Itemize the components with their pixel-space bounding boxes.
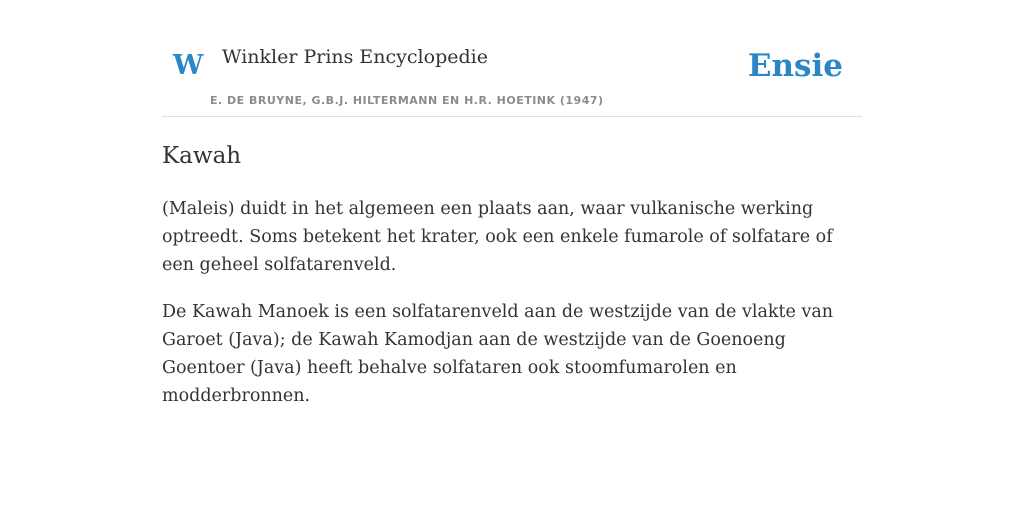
- source-logo: W: [173, 50, 204, 81]
- article-title: Kawah: [162, 143, 242, 169]
- ensie-logo-link[interactable]: Ensie: [747, 48, 843, 84]
- article-paragraph: De Kawah Manoek is een solfatarenveld aan de westzijde van de vlakte van Garoet (Java); de Kawah Kamodjan aan de westzijde van de Goenoeng Goentoer (Java) heeft behalve solfataren ook stoomfumarolen en modderbronnen.: [162, 302, 834, 406]
- source-authors: E. DE BRUYNE, G.B.J. HILTERMANN EN H.R. HOETINK (1947): [210, 94, 604, 107]
- page: [162, 0, 862, 410]
- article-paragraph: (Maleis) duidt in het algemeen een plaats aan, waar vulkanische werking optreedt. Soms betekent het krater, ook een enkele fumarole of solfatare of een geheel solfatarenveld.: [162, 199, 833, 275]
- source-header: [162, 0, 862, 117]
- source-title[interactable]: Winkler Prins Encyclopedie: [222, 46, 488, 68]
